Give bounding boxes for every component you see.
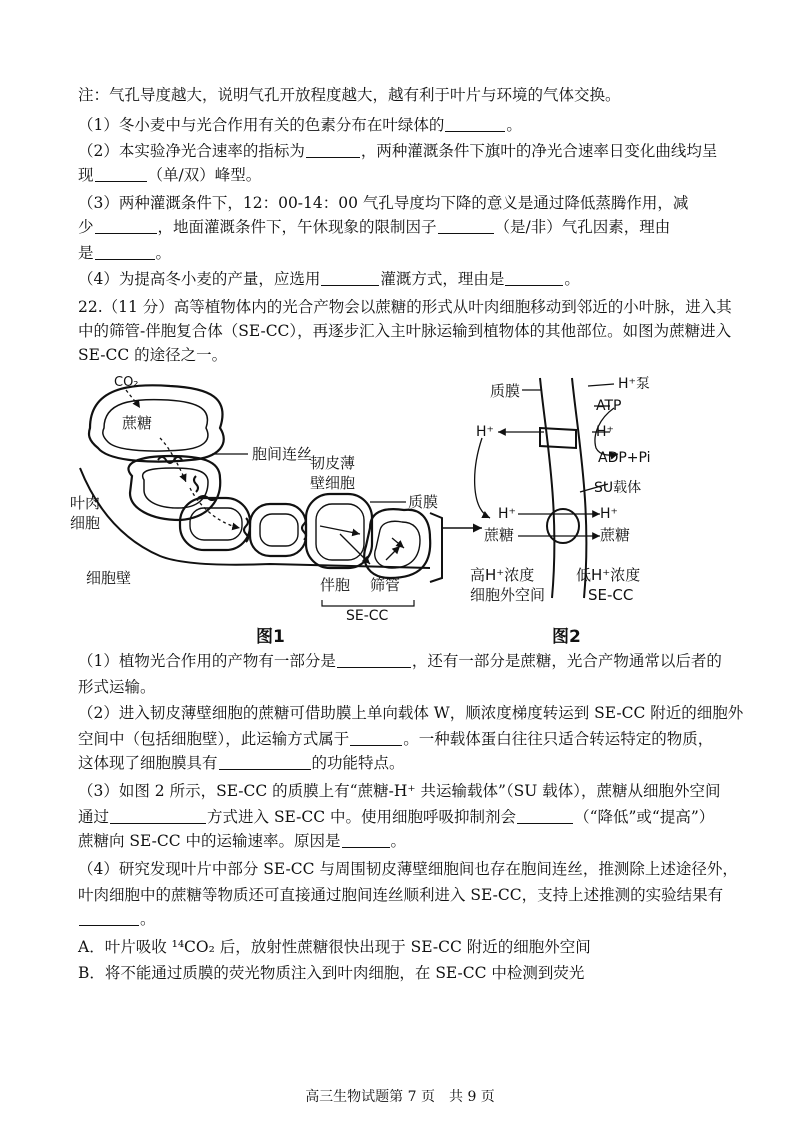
q22-part2-line2 — [78, 728, 760, 750]
q21-p4-text2: 灌溉方式，理由是 — [380, 270, 505, 288]
phloem-parenchyma-label-1: 韧皮薄 — [310, 454, 356, 472]
q21-p2-text: （2）本实验净光合速率的指标为 — [78, 142, 305, 160]
q21-p4-text3: 。 — [564, 270, 580, 288]
answer-blank[interactable] — [95, 243, 155, 260]
q22-part3-line1 — [78, 780, 760, 802]
low-proton-label: 低H⁺浓度 — [576, 566, 641, 584]
q21-part3-line3 — [78, 242, 760, 264]
page-footer — [0, 1086, 800, 1106]
q22-intro3: SE-CC 的途径之一。 — [78, 346, 228, 364]
q21-p3-text2: 少 — [78, 218, 94, 236]
q22-p3-text5: 蔗糖向 SE-CC 中的运输速率。原因是 — [78, 832, 341, 850]
q21-part4 — [78, 268, 760, 290]
answer-blank[interactable] — [337, 651, 411, 668]
answer-blank[interactable] — [95, 165, 147, 182]
q22-p3-text3: 方式进入 SE-CC 中。使用细胞呼吸抑制剂会 — [207, 808, 517, 826]
q22-intro-line2 — [78, 320, 760, 342]
cell-wall-label: 细胞壁 — [86, 569, 132, 587]
high-proton-label: 高H⁺浓度 — [470, 566, 535, 584]
answer-blank[interactable] — [445, 115, 505, 132]
answer-blank[interactable] — [505, 269, 563, 286]
q21-p1-text: （1）冬小麦中与光合作用有关的色素分布在叶绿体的 — [78, 116, 445, 134]
q22-part1-line1 — [78, 650, 760, 672]
q21-p4-text: （4）为提高冬小麦的产量，应选用 — [78, 270, 321, 288]
secc-label-fig1: SE-CC — [346, 608, 389, 624]
q21-p2-text2: ，两种灌溉条件下旗叶的净光合速率日变化曲线均呈 — [360, 142, 718, 160]
q22-part2-line3 — [78, 752, 760, 774]
co2-label: CO₂ — [114, 375, 139, 390]
figure1-caption: 图1 — [256, 627, 285, 647]
q22-part3-line3 — [78, 830, 760, 852]
answer-blank[interactable] — [95, 217, 157, 234]
q22-p3-text: （3）如图 2 所示，SE-CC 的质膜上有“蔗糖-H⁺ 共运输载体”（SU 载体），蔗糖从细胞外空间 — [78, 782, 721, 800]
answer-blank[interactable] — [438, 217, 494, 234]
note-line — [78, 84, 760, 106]
figure1-diagram — [70, 375, 482, 624]
q21-part2-line1 — [78, 140, 760, 162]
q22-p2-text5: 的功能特点。 — [311, 754, 405, 772]
q22-part1-line2 — [78, 676, 760, 698]
proton-left-label: H⁺ — [476, 424, 494, 440]
sucrose-label: 蔗糖 — [122, 414, 153, 432]
q22-p2-text4: 这体现了细胞膜具有 — [78, 754, 218, 772]
mesophyll-label-2: 细胞 — [70, 514, 101, 532]
mesophyll-label-1: 叶肉 — [70, 494, 101, 512]
companion-cell-label: 伴胞 — [320, 576, 351, 594]
q21-part3-line2 — [78, 216, 760, 238]
q22-p3-text6: 。 — [390, 832, 407, 850]
q22-part4-line1 — [78, 858, 760, 880]
q22-p1-text2: ，还有一部分是蔗糖，光合产物通常以后者的 — [411, 652, 722, 670]
sucrose-right-label: 蔗糖 — [600, 526, 631, 544]
answer-blank[interactable] — [517, 807, 573, 824]
q21-p2-text3: 现 — [78, 166, 94, 184]
q22-intro-line1 — [78, 296, 760, 318]
q21-p3-text3: ，地面灌溉条件下，午休现象的限制因子 — [157, 218, 437, 236]
figures — [70, 368, 710, 653]
su-carrier-label: SU载体 — [594, 480, 642, 496]
q22-p4-text: （4）研究发现叶片中部分 SE-CC 与周围韧皮薄壁细胞间也存在胞间连丝，推测除上述途径外， — [78, 860, 738, 878]
figure2-diagram — [470, 376, 651, 604]
q21-p1-end: 。 — [506, 116, 522, 134]
answer-blank[interactable] — [350, 729, 402, 746]
q22-p1-text: （1）植物光合作用的产物有一部分是 — [78, 652, 336, 670]
option-a-text: A．叶片吸收 ¹⁴CO₂ 后，放射性蔗糖很快出现于 SE-CC 附近的细胞外空间 — [78, 938, 591, 956]
q22-intro1: 22.（11 分）高等植物体内的光合产物会以蔗糖的形式从叶肉细胞移动到邻近的小叶脉，进入其 — [78, 298, 732, 316]
proton-right-label: H⁺ — [596, 424, 614, 440]
proton-out-label: H⁺ — [600, 506, 618, 522]
secc-label-fig2: SE-CC — [588, 586, 634, 604]
atp-label: ATP — [596, 398, 622, 414]
option-b-text: B．将不能通过质膜的荧光物质注入到叶肉细胞，在 SE-CC 中检测到荧光 — [78, 964, 585, 982]
q21-p2-text4: （单/双）峰型。 — [147, 166, 262, 184]
q21-p3-text6: 。 — [155, 244, 172, 262]
note-text: 注：气孔导度越大，说明气孔开放程度越大，越有利于叶片与环境的气体交换。 — [78, 86, 621, 104]
membrane-label-fig2: 质膜 — [490, 382, 521, 400]
answer-blank[interactable] — [321, 269, 379, 286]
q22-p3-text4: （“降低”或“提高”） — [574, 808, 715, 826]
answer-blank[interactable] — [219, 753, 311, 770]
q21-p3-text: （3）两种灌溉条件下，12：00-14：00 气孔导度均下降的意义是通过降低蒸腾作用，减 — [78, 194, 689, 212]
q22-part2-line1 — [78, 702, 760, 724]
answer-blank[interactable] — [110, 807, 206, 824]
q22-p1-text3: 形式运输。 — [78, 678, 156, 696]
q21-p3-text5: 是 — [78, 244, 94, 262]
q22-p2-text: （2）进入韧皮薄壁细胞的蔗糖可借助膜上单向载体 W，顺浓度梯度转运到 SE-CC 附近的细胞外 — [78, 704, 744, 722]
proton-pump-label: H⁺泵 — [618, 376, 650, 392]
figure-svg — [70, 368, 710, 653]
sucrose-left-label: 蔗糖 — [484, 526, 515, 544]
membrane-label-fig1: 质膜 — [408, 493, 439, 511]
q22-intro-line3 — [78, 344, 760, 366]
option-a — [78, 936, 760, 958]
q22-part4-line3 — [78, 908, 760, 930]
option-b — [78, 962, 760, 984]
q22-part3-line2 — [78, 806, 760, 828]
sieve-tube-label: 筛管 — [370, 576, 401, 594]
q22-p2-text2: 空间中（包括细胞壁），此运输方式属于 — [78, 730, 350, 748]
proton-in-label: H⁺ — [498, 506, 516, 522]
q21-p3-text4: （是/非）气孔因素，理由 — [494, 218, 671, 236]
phloem-parenchyma-label-2: 壁细胞 — [310, 474, 356, 492]
q21-part1 — [78, 114, 760, 136]
adp-label: ADP+Pi — [598, 450, 651, 466]
q22-part4-line2 — [78, 884, 760, 906]
footer-text: 高三生物试题第 7 页 共 9 页 — [305, 1089, 495, 1105]
q22-p2-text3: 。一种载体蛋白往往只适合转运特定的物质， — [403, 730, 714, 748]
q22-p3-text2: 通过 — [78, 808, 110, 826]
answer-blank[interactable] — [306, 141, 360, 158]
q22-p4-text2: 叶肉细胞中的蔗糖等物质还可直接通过胞间连丝顺利进入 SE-CC，支持上述推测的实验结果有 — [78, 886, 724, 904]
plasmodesmata-label: 胞间连丝 — [252, 445, 313, 463]
q22-intro2: 中的筛管-伴胞复合体（SE-CC），再逐步汇入主叶脉运输到植物体的其他部位。如图为蔗糖进入 — [78, 322, 732, 340]
answer-blank[interactable] — [79, 909, 139, 926]
q22-p4-text3: 。 — [140, 910, 156, 928]
extracellular-space-label: 细胞外空间 — [470, 586, 546, 604]
q21-part2-line2 — [78, 164, 760, 186]
figure2-caption: 图2 — [552, 627, 581, 647]
answer-blank[interactable] — [342, 831, 390, 848]
q21-part3-line1 — [78, 192, 760, 214]
